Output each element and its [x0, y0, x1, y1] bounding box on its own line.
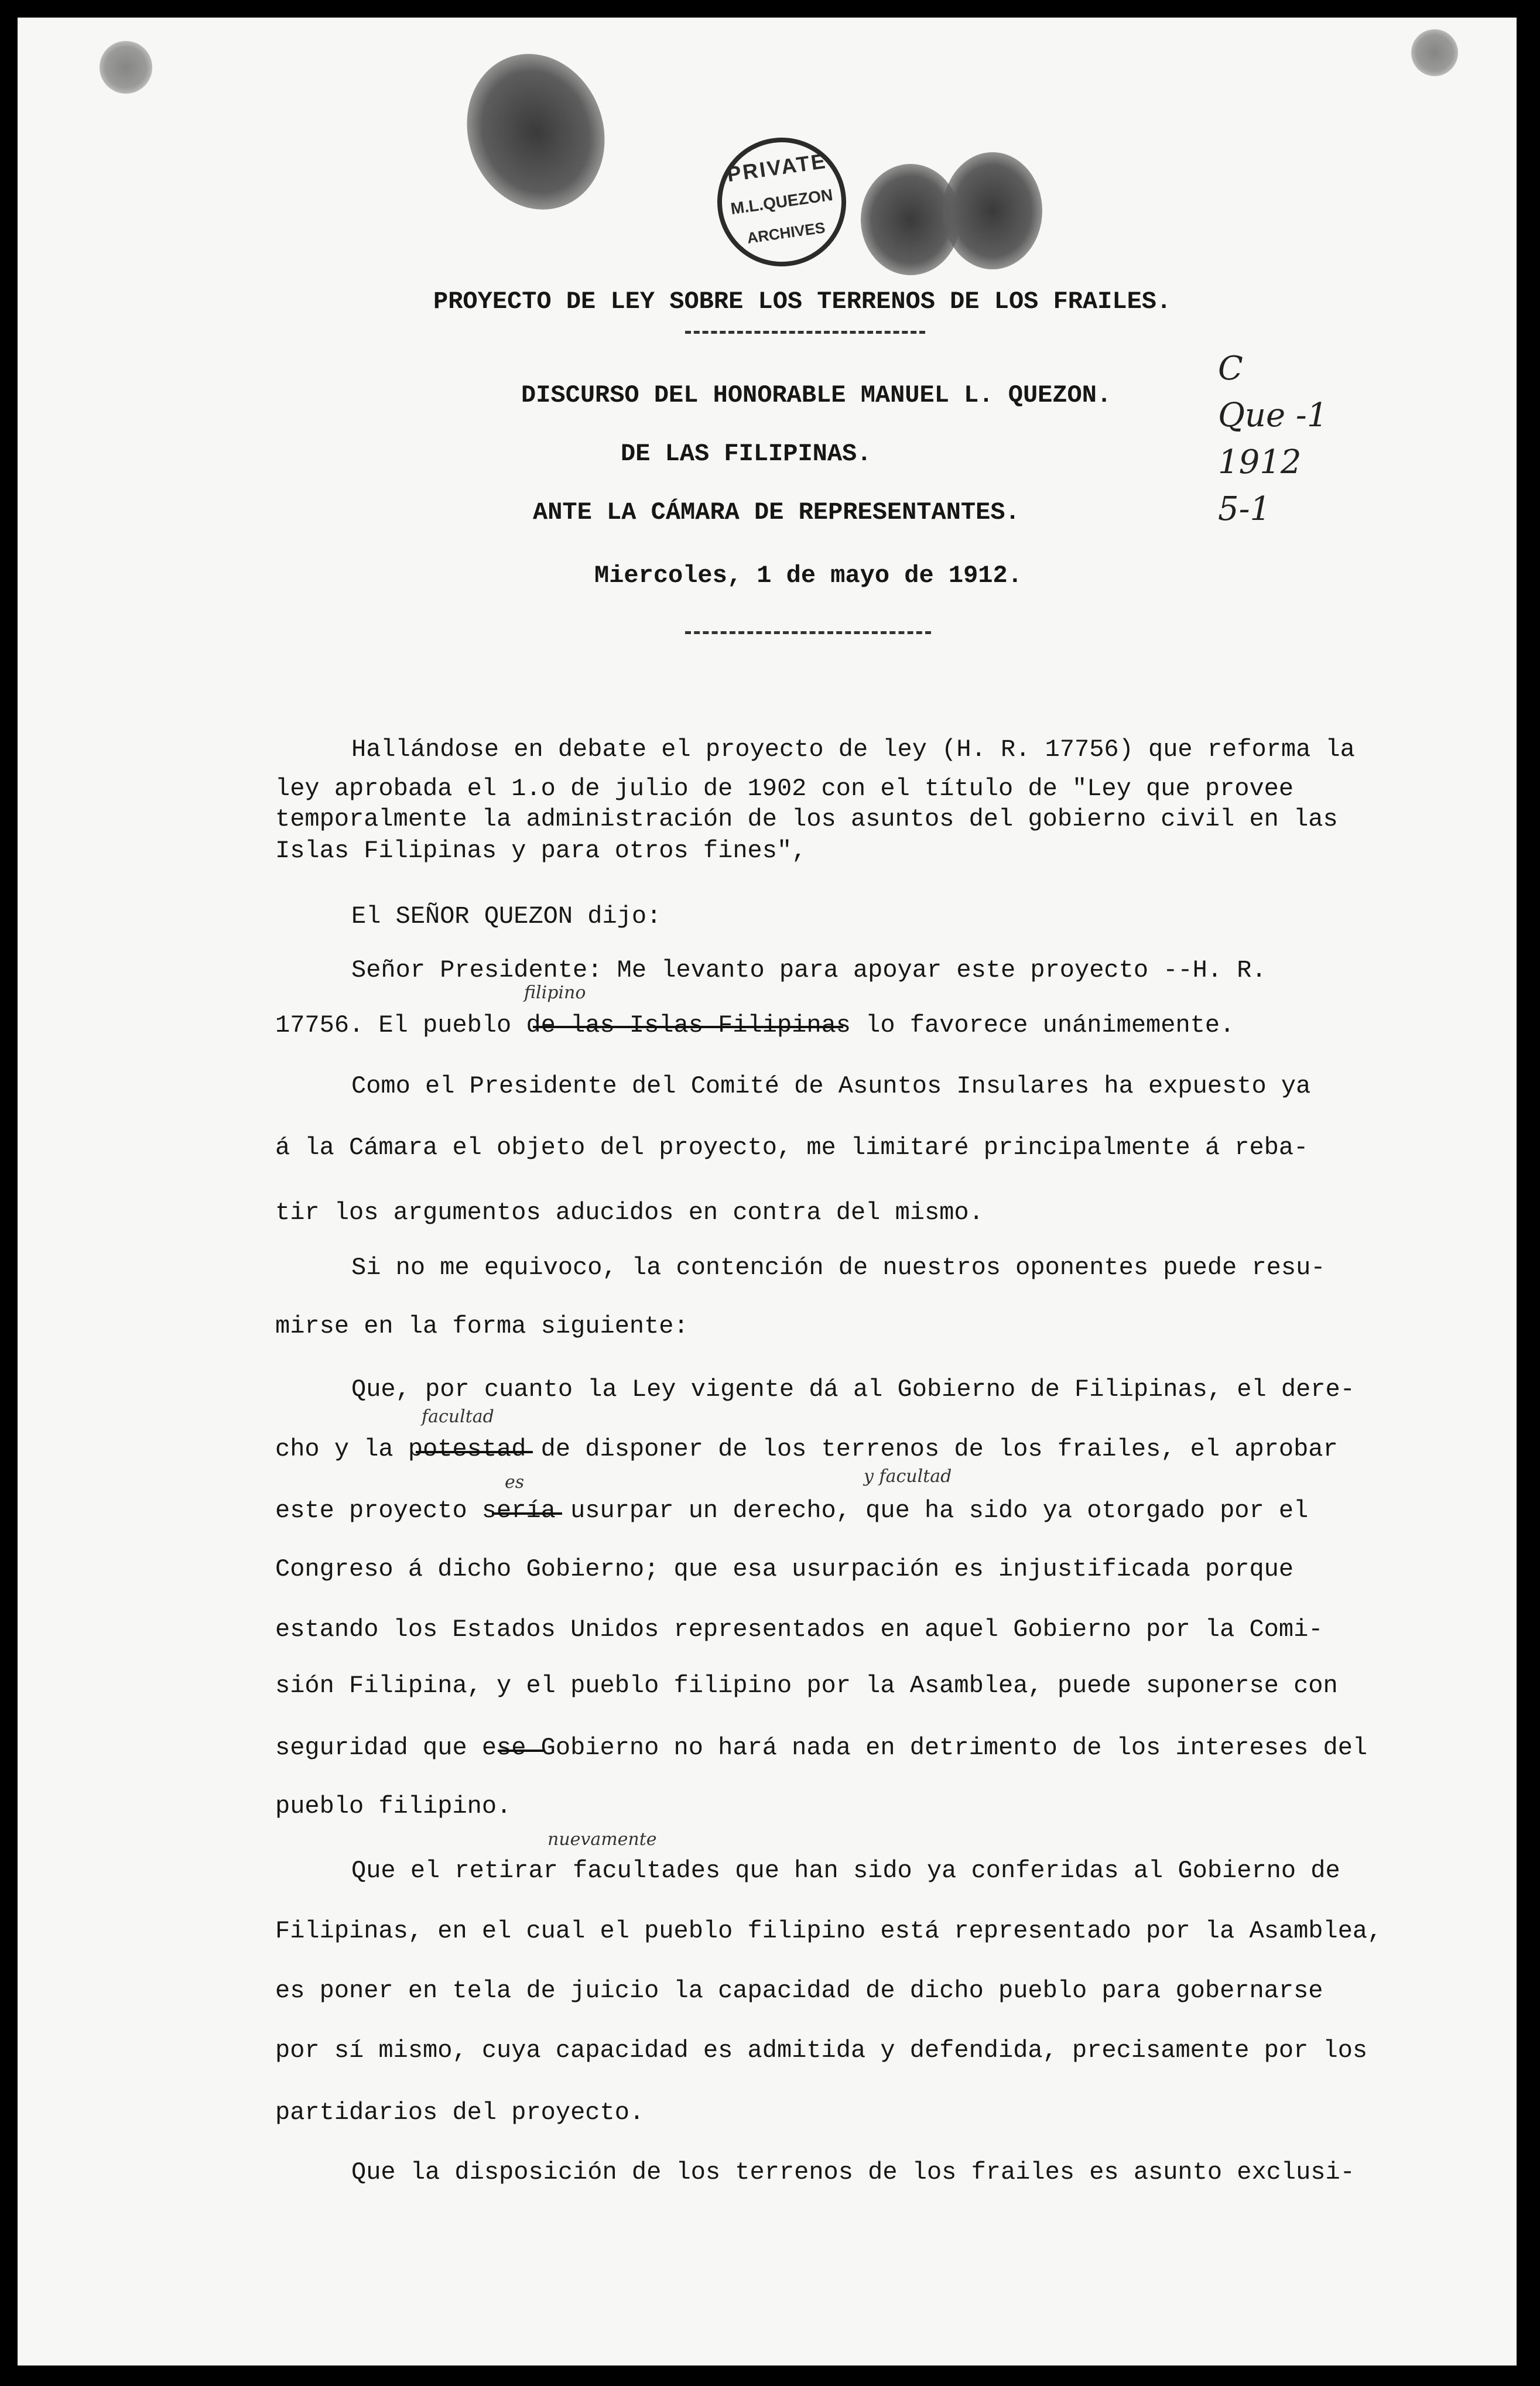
body-line: sión Filipina, y el pueblo filipino por la Asamblea, puede suponerse con	[275, 1672, 1338, 1700]
body-line: Hallándose en debate el proyecto de ley (H. R. 17756) que reforma la	[351, 735, 1355, 764]
body-line: mirse en la forma siguiente:	[275, 1312, 689, 1340]
body-line: Filipinas, en el cual el pueblo filipino está representado por la Asamblea,	[275, 1917, 1382, 1945]
body-line: á la Cámara el objeto del proyecto, me limitaré principalmente á reba-	[275, 1134, 1309, 1162]
handwritten-insert: facultad	[422, 1406, 494, 1427]
body-line: estando los Estados Unidos representados en aquel Gobierno por la Comi-	[275, 1615, 1323, 1644]
body-line: Congreso á dicho Gobierno; que esa usurpación es injustificada porque	[275, 1555, 1294, 1583]
origin-heading: DE LAS FILIPINAS.	[621, 440, 872, 468]
speech-heading: DISCURSO DEL HONORABLE MANUEL L. QUEZON.	[521, 381, 1112, 409]
body-line: Islas Filipinas y para otros fines",	[275, 837, 807, 865]
handwritten-insert: nuevamente	[547, 1829, 657, 1850]
body-line: seguridad que ese Gobierno no hará nada en detrimento de los intereses del	[275, 1734, 1368, 1762]
date-rule	[685, 631, 931, 634]
body-line: Si no me equivoco, la contención de nuestros oponentes puede resu-	[351, 1254, 1326, 1282]
document-page	[18, 18, 1517, 2366]
body-line: temporalmente la administración de los asuntos del gobierno civil en las	[275, 805, 1338, 833]
title-rule	[685, 331, 925, 334]
body-line: Que la disposición de los terrenos de los frailes es asunto exclusi-	[351, 2158, 1355, 2186]
strike-through	[416, 1451, 533, 1453]
body-line: 17756. El pueblo de las Islas Filipinas lo favorece unánimemente.	[275, 1011, 1235, 1039]
strike-through	[492, 1512, 562, 1515]
handwritten-insert: es	[505, 1472, 525, 1492]
body-line: Señor Presidente: Me levanto para apoyar este proyecto --H. R.	[351, 956, 1267, 984]
body-line: El SEÑOR QUEZON dijo:	[351, 902, 662, 930]
body-line: tir los argumentos aducidos en contra del mismo.	[275, 1199, 984, 1227]
handwritten-insert: filipino	[524, 983, 586, 1003]
document-title: PROYECTO DE LEY SOBRE LOS TERRENOS DE LOS FRAILES.	[433, 287, 1172, 316]
ink-blot	[943, 152, 1042, 269]
handwritten-insert: y facultad	[864, 1466, 952, 1487]
chamber-heading: ANTE LA CÁMARA DE REPRESENTANTES.	[533, 498, 1020, 526]
body-line: pueblo filipino.	[275, 1792, 512, 1820]
speech-date: Miercoles, 1 de mayo de 1912.	[594, 562, 1022, 590]
body-line: partidarios del proyecto.	[275, 2099, 645, 2127]
strike-through	[498, 1750, 545, 1752]
body-line: Como el Presidente del Comité de Asuntos Insulares ha expuesto ya	[351, 1072, 1311, 1100]
ink-blot	[446, 35, 626, 229]
body-line: este proyecto sería usurpar un derecho, que ha sido ya otorgado por el	[275, 1497, 1309, 1525]
ink-blot	[1411, 29, 1458, 76]
archive-note: C Que -1 1912 5-1	[1218, 350, 1328, 528]
body-line: ley aprobada el 1.o de julio de 1902 con el título de "Ley que provee	[275, 775, 1294, 803]
body-line: por sí mismo, cuya capacidad es admitida y defendida, precisamente por los	[275, 2036, 1368, 2065]
body-line: Que el retirar facultades que han sido ya conferidas al Gobierno de	[351, 1857, 1340, 1885]
stamp-line: M.L.QUEZON	[729, 185, 834, 218]
body-line: cho y la potestad de disponer de los terrenos de los frailes, el aprobar	[275, 1435, 1338, 1463]
ink-blot	[100, 41, 152, 94]
body-line: es poner en tela de juicio la capacidad de dicho pueblo para gobernarse	[275, 1977, 1323, 2005]
stamp-line: ARCHIVES	[745, 218, 826, 247]
body-line: Que, por cuanto la Ley vigente dá al Gobierno de Filipinas, el dere-	[351, 1375, 1355, 1403]
stamp-line: PRIVATE	[725, 148, 829, 187]
archive-stamp	[709, 129, 854, 275]
strike-through	[533, 1026, 843, 1028]
